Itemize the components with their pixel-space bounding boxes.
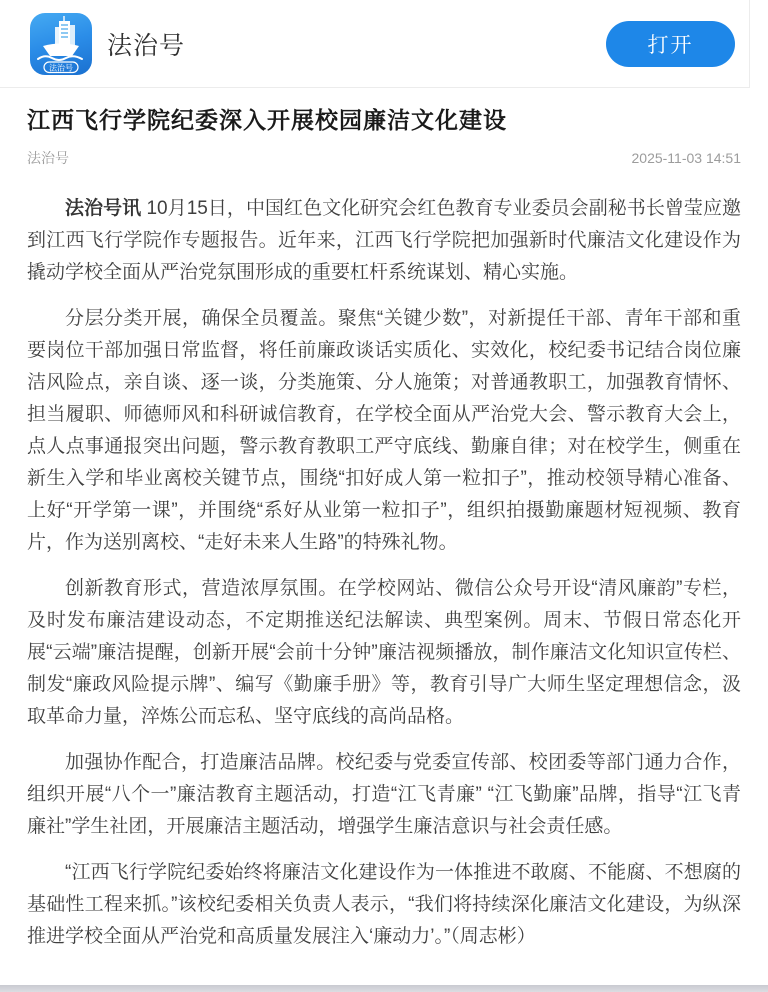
article-paragraph: 加强协作配合，打造廉洁品牌。校纪委与党委宣传部、校团委等部门通力合作，组织开展“八个一”廉洁教育主题活动，打造“江飞青廉” “江飞勤廉”品牌，指导“江飞青廉社”学生社团，开展廉洁主题活动，增强学生廉洁意识与社会责任感。 — [27, 752, 741, 837]
article-paragraph: 法治号讯 10月15日，中国红色文化研究会红色教育专业委员会副秘书长曾莹应邀到江西飞行学院作专题报告。近年来，江西飞行学院把加强新时代廉洁文化建设作为撬动学校全面从严治党氛围形成的重要杠杆系统谋划、精心实施。 — [27, 198, 741, 283]
bottom-edge-strip — [0, 985, 768, 992]
app-banner — [0, 0, 750, 88]
article-meta — [27, 148, 741, 168]
article-title: 江西飞行学院纪委深入开展校园廉洁文化建设 — [27, 107, 507, 133]
article-source: 法治号 — [27, 150, 69, 166]
article-paragraph: “江西飞行学院纪委始终将廉洁文化建设作为一体推进不敢腐、不能腐、不想腐的基础性工程来抓。”该校纪委相关负责人表示，“我们将持续深化廉洁文化建设，为纵深推进学校全面从严治党和高质量发展注入‘廉动力’。”（周志彬） — [27, 862, 741, 947]
article-paragraph: 创新教育形式，营造浓厚氛围。在学校网站、微信公众号开设“清风廉韵”专栏，及时发布廉洁建设动态，不定期推送纪法解读、典型案例。周末、节假日常态化开展“云端”廉洁提醒，创新开展“会前十分钟”廉洁视频播放，制作廉洁文化知识宣传栏、制发“廉政风险提示牌”、编写《勤廉手册》等，教育引导广大师生坚定理想信念，汲取革命力量，淬炼公而忘私、坚守底线的高尚品格。 — [27, 578, 741, 727]
article-body — [27, 193, 741, 953]
article-timestamp: 2025-11-03 14:51 — [631, 150, 741, 166]
paragraph-lead: 法治号讯 — [65, 198, 142, 219]
app-name: 法治号 — [107, 31, 186, 60]
app-logo-icon — [30, 13, 92, 75]
open-app-button[interactable]: 打开 — [606, 21, 735, 67]
app-icon-label: 法治号 — [49, 63, 73, 72]
article-paragraph: 分层分类开展，确保全员覆盖。聚焦“关键少数”，对新提任干部、青年干部和重要岗位干部加强日常监督，将任前廉政谈话实质化、实效化，校纪委书记结合岗位廉洁风险点，亲自谈、逐一谈，分类施策、分人施策；对普通教职工，加强教育情怀、担当履职、师德师风和科研诚信教育，在学校全面从严治党大会、警示教育大会上，点人点事通报突出问题，警示教育教职工严守底线、勤廉自律；对在校学生，侧重在新生入学和毕业离校关键节点，围绕“扣好成人第一粒扣子”，推动校领导精心准备、上好“开学第一课”，并围绕“系好从业第一粒扣子”，组织拍摄勤廉题材短视频、教育片，作为送别离校、“走好未来人生路”的特殊礼物。 — [27, 308, 741, 553]
ship-building-icon — [30, 13, 92, 75]
